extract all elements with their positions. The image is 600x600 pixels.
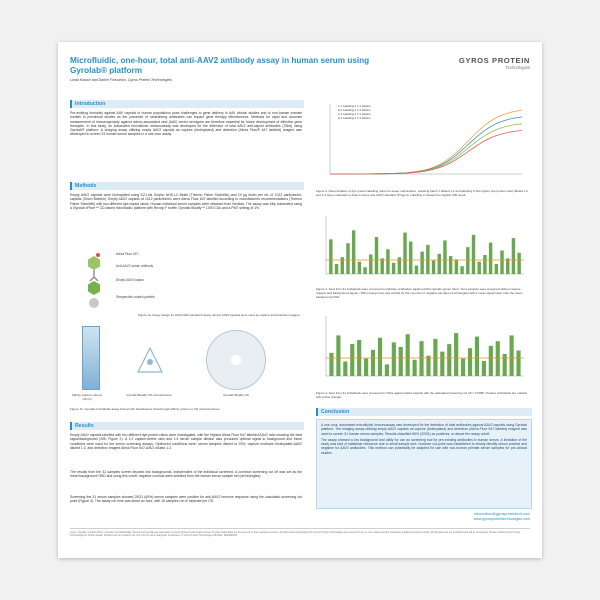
- fig2-legend-item: ■ 1 Labelling:1 1:1 dilution: [338, 104, 371, 108]
- chart-bar: [371, 350, 375, 376]
- chart-bar: [483, 255, 486, 274]
- chart-bar: [386, 249, 389, 274]
- fig2-legend-item: ■ 2 Labelling:1 1:2 dilution: [338, 108, 371, 112]
- chart-bar: [352, 230, 355, 274]
- detection-capsid-hexagon: [88, 256, 100, 270]
- chart-bar: [438, 254, 441, 274]
- chart-bar: [409, 242, 412, 274]
- chart-bar: [461, 359, 465, 376]
- capture-capsid-hexagon: [88, 281, 100, 295]
- conclusion-text-2: The assay showed a low background and utility for use as screening tool for pre-existing antibodies in human serum. A limitation of the study was lack of statistical relevance due to small sample size, however cut-point was established to clearly identify serum positive and negative for AAV2 antibodies. This method can potentially be adapted for use with non-human primate serum samples for pre-clinical studies.: [321, 437, 527, 455]
- conclusion-text-1: A one-hour, automated microfluidic immunoassay was developed for the detection of total antibodies against AAV2 capsids using Gyrolab platform. The bridging assay utilizing empty AAV2 capsids as capture (biotinylated) and detection (Alexa Fluor 647 labeled) reagent was used to screen 31 human serum samples. Results classified 65% (20/31) as positives, or above the assay cutoff.: [321, 423, 527, 436]
- chart-bar: [432, 261, 435, 274]
- chart-bar: [496, 341, 500, 376]
- chart-bar: [475, 337, 479, 376]
- chart-bar: [503, 354, 507, 376]
- results-text-1: Empty AAV2 capsids labelled with two different dye:protein ratios were investigated, with the highest Alexa Fluor 647 labelled AAV2 ratio showing the best signal/background (S/B, Figure 2). A 1:2 capture:detect ratio and 1:4 serum sample dilution also produced optimal signal to background and these conditions were used for the serum screening assays. Optimized conditions were: serum samples diluted to 25%, capture molecule biotinylated-AAV2 diluted 1:2, and detection reagent Alexa Fluor 647-AAV2 diluted 1:2.: [70, 433, 302, 450]
- chart-bar: [468, 348, 472, 376]
- cd-label-cd: Gyrolab Bioaffy CD: [223, 393, 249, 397]
- chart-bar: [455, 259, 458, 274]
- chart-bar: [385, 364, 389, 376]
- figure-2-caption: Figure 2. Determination of dye:protein labelling ratios for assay optimisation. Labeling batch 1 diluted 1:2 and labelling 2 (the higher dye:protein ratio) diluted 1:2 and 1:4 were evaluated to detect mouse anti-AAV2 standard (Progen). Labelling 2 showed the highest S/B result.: [316, 189, 528, 197]
- fig3-bars: [329, 230, 521, 274]
- chart-bar: [335, 264, 338, 274]
- chart-bar: [369, 254, 372, 274]
- chart-bar: [375, 237, 378, 274]
- chart-bar: [420, 252, 423, 274]
- chart-bar: [460, 266, 463, 274]
- footer-divider: [70, 528, 530, 529]
- chart-bar: [477, 262, 480, 274]
- chart-bar: [472, 235, 475, 274]
- cd-disc-graphic: [206, 330, 266, 390]
- chart-bar: [380, 258, 383, 274]
- figure-3-caption: Figure 3. Sera from 31 individuals were screened in triplicate. Antibodies against AAV2 capsids (green bars). Sera samples were screened without capture reagent and background signal + 3SD (orange line) was plotted for the cut-point of negative samples (red triangles) with a mean signal lower than the mean background+3SD.: [316, 287, 523, 299]
- fig2-series-line: [330, 117, 522, 174]
- cd-microstructure-graphic: [132, 342, 168, 378]
- chart-bar: [329, 353, 333, 376]
- chart-bar: [440, 352, 444, 376]
- fig4-bars: [329, 333, 520, 376]
- chart-bar: [406, 334, 410, 376]
- chart-bar: [403, 233, 406, 274]
- chart-bar: [363, 267, 366, 274]
- conclusion-box: [316, 419, 532, 509]
- figure-3-bar-chart: [316, 214, 530, 282]
- chart-bar: [378, 338, 382, 376]
- section-header-conclusion: Conclusion: [316, 408, 532, 416]
- cd-label-microstructure: Gyrolab Bioaffy CD microstructure: [126, 393, 172, 397]
- figure-1b-cd-illustration: [76, 326, 304, 396]
- figure-1a-assay-diagram: [72, 250, 304, 308]
- poster: [58, 42, 542, 558]
- figure-4-bar-chart: [316, 314, 530, 384]
- chart-bar: [392, 263, 395, 274]
- chart-bar: [482, 361, 486, 376]
- chart-bar: [447, 344, 451, 376]
- chart-bar: [495, 264, 498, 274]
- poster-title: Microfluidic, one-hour, total anti-AAV2 antibody assay in human serum using Gyrolab® platform: [70, 56, 370, 75]
- results-text-2: The results from the 31 samples screen showed low backgrounds, independent of the individual screened. A common screening cut off was set as the mean background+3SD and using this cutoff, negative controls were selected from the human serum sample set (red triangles).: [70, 470, 302, 479]
- chart-bar: [346, 243, 349, 274]
- chart-bar: [454, 333, 458, 376]
- chart-bar: [433, 339, 437, 376]
- fig2-legend: [338, 104, 371, 120]
- chart-bar: [426, 245, 429, 274]
- figure-1b-caption: Figure 1b. Gyrolab microfluidic assay format with bead-based, flow-through affinity column in CD microstructures.: [70, 407, 221, 411]
- section-header-introduction: Introduction: [70, 100, 304, 108]
- chart-bar: [506, 258, 509, 274]
- cd-label-column: Affinity capture column (15 nL): [71, 393, 103, 401]
- chart-bar: [364, 359, 368, 376]
- footer-disclaimer: Gyros, Gyrolab, Gyrolab xPlore, Gyroplex, Gyrolab Bioaffy, Rexxip and Gyrolab are trademarks of Gyros Protein Technologies Group. All other trademarks are the property of their respective owners. Products and technologies from Gyros Protein Technologies are covered by one or more patents and/or proprietary intellectual property rights. All infringements are prohibited and will be prosecuted. Please contact Gyros Protein Technologies for further details. Products are for research use only. Not for use in diagnostic procedures. © Gyros Protein Technologies AB 2020. D0000000/A: [70, 531, 521, 538]
- contact-website[interactable]: www.gyrosproteintechnologies.com: [473, 517, 530, 521]
- figure-4-caption: Figure 4. Sera from 31 individuals were screened for TAbs against AAV2 capsids with the calculated screening cut-off = 0.0995. Positive individuals are marked with a blue triangle.: [316, 391, 527, 399]
- section-header-results: Results: [70, 422, 304, 430]
- chart-bar: [449, 256, 452, 274]
- poster-authors: Linda Klasse and Daniel Forsström, Gyros Protein Technologies: [70, 78, 172, 82]
- chart-bar: [419, 341, 423, 376]
- antibody-y-shape: [90, 270, 98, 281]
- chart-bar: [415, 266, 418, 274]
- introduction-text: Pre-existing immunity against AAV capsids in human populations pose challenges to gene delivery in AAV clinical studies and to non-human primate models in preclinical studies as the presence of neutralizing antibodies can impact gene therapy effectiveness. Methods for rapid and accurate measurement of immunogenicity against adeno-associated viral (AAV) vector serotypes are therefore essential for future development of effective gene therapies. In this study, an automated microfluidic immunoassay was developed for the detection of total AAV2 anti-capsid antibodies (TAbs) using Gyrolab® platform. A bridging assay utilizing empty AAV2 capsids as capture (biotinylated) and detection (Alexa Fluor® 647 labeled) reagent was developed to screen 31 human serum samples in a one-hour assay.: [70, 111, 302, 137]
- section-header-methods: Methods: [70, 182, 304, 190]
- chart-bar: [413, 360, 417, 376]
- chart-bar: [500, 250, 503, 274]
- chart-bar: [489, 346, 493, 376]
- chart-bar: [336, 335, 340, 376]
- figure-1a-caption: Figure 1a. Assay design for AAV2 ADA sandwich assay. Empty AAV2 capsids were used as capture and detection reagent.: [138, 313, 301, 317]
- chart-bar: [512, 238, 515, 274]
- legend-anti-aav2: Anti-AAV2 serum antibody: [116, 264, 154, 268]
- fig2-series-line: [330, 131, 522, 175]
- alexa-fluor-dot: [96, 253, 100, 257]
- chart-bar: [517, 253, 520, 274]
- chart-bar: [516, 350, 520, 376]
- legend-alexa-fluor: Alexa Fluor 647: [116, 252, 139, 256]
- results-text-3: Screening the 31 serum samples showed 25/31 (65%) serum samples were positive for anti-AAV2 immune response using the calculated screening cut point (Figure 4). The assay run time was about an hour, with 16 samples run in triplicate per CD.: [70, 495, 302, 504]
- chart-bar: [343, 362, 347, 377]
- fig2-legend-item: ■ 3 Labelling:2 1:1 dilution: [338, 112, 371, 116]
- chart-bar: [443, 240, 446, 274]
- company-logo-subtitle: Technologies: [505, 65, 530, 70]
- fig2-series-line: [330, 124, 522, 174]
- chart-bar: [358, 262, 361, 274]
- fig2-legend-item: ■ 4 Labelling:2 1:2 dilution: [338, 116, 371, 120]
- chart-bar: [426, 356, 430, 376]
- methods-text: Empty AAV2 capsids were biotinylated using EZ-Link Sulpho NHS-LC-Biotin (Thermo Fisher Scientific) and 10 µg biotin per mL of 1012 particles/mL capsids (Sirion Biotech). Empty AAV2 capsids at 1012 particles/mL were Alexa Fluor 647 labelled according to manufactures recommendations (Thermo Fisher Scientific) with two different dye:capsid ratios. Human individual serum samples were obtained from Seralab. The assay was fully automated using a Gyrolab xPlore™ CD-based microfluidic platform with Rexxip F buffer, Gyrolab Bioaffy™ 1000 CDs and a PMT setting of 1%.: [70, 193, 302, 210]
- chart-bar: [329, 239, 332, 274]
- chart-bar: [350, 344, 354, 376]
- chart-bar: [489, 243, 492, 274]
- company-logo: GYROS PROTEIN: [458, 56, 530, 65]
- streptavidin-particle: [89, 298, 99, 308]
- chart-bar: [510, 335, 514, 376]
- contact-email[interactable]: information@gyrosproteintech.com: [474, 512, 530, 516]
- chart-bar: [466, 247, 469, 274]
- legend-streptavidin: Streptavidin-coated particle: [116, 295, 155, 299]
- legend-empty-capsid: Empty AAV2 capsid: [116, 278, 144, 282]
- chart-bar: [392, 342, 396, 376]
- chart-bar: [399, 347, 403, 376]
- affinity-column-graphic: [82, 326, 100, 390]
